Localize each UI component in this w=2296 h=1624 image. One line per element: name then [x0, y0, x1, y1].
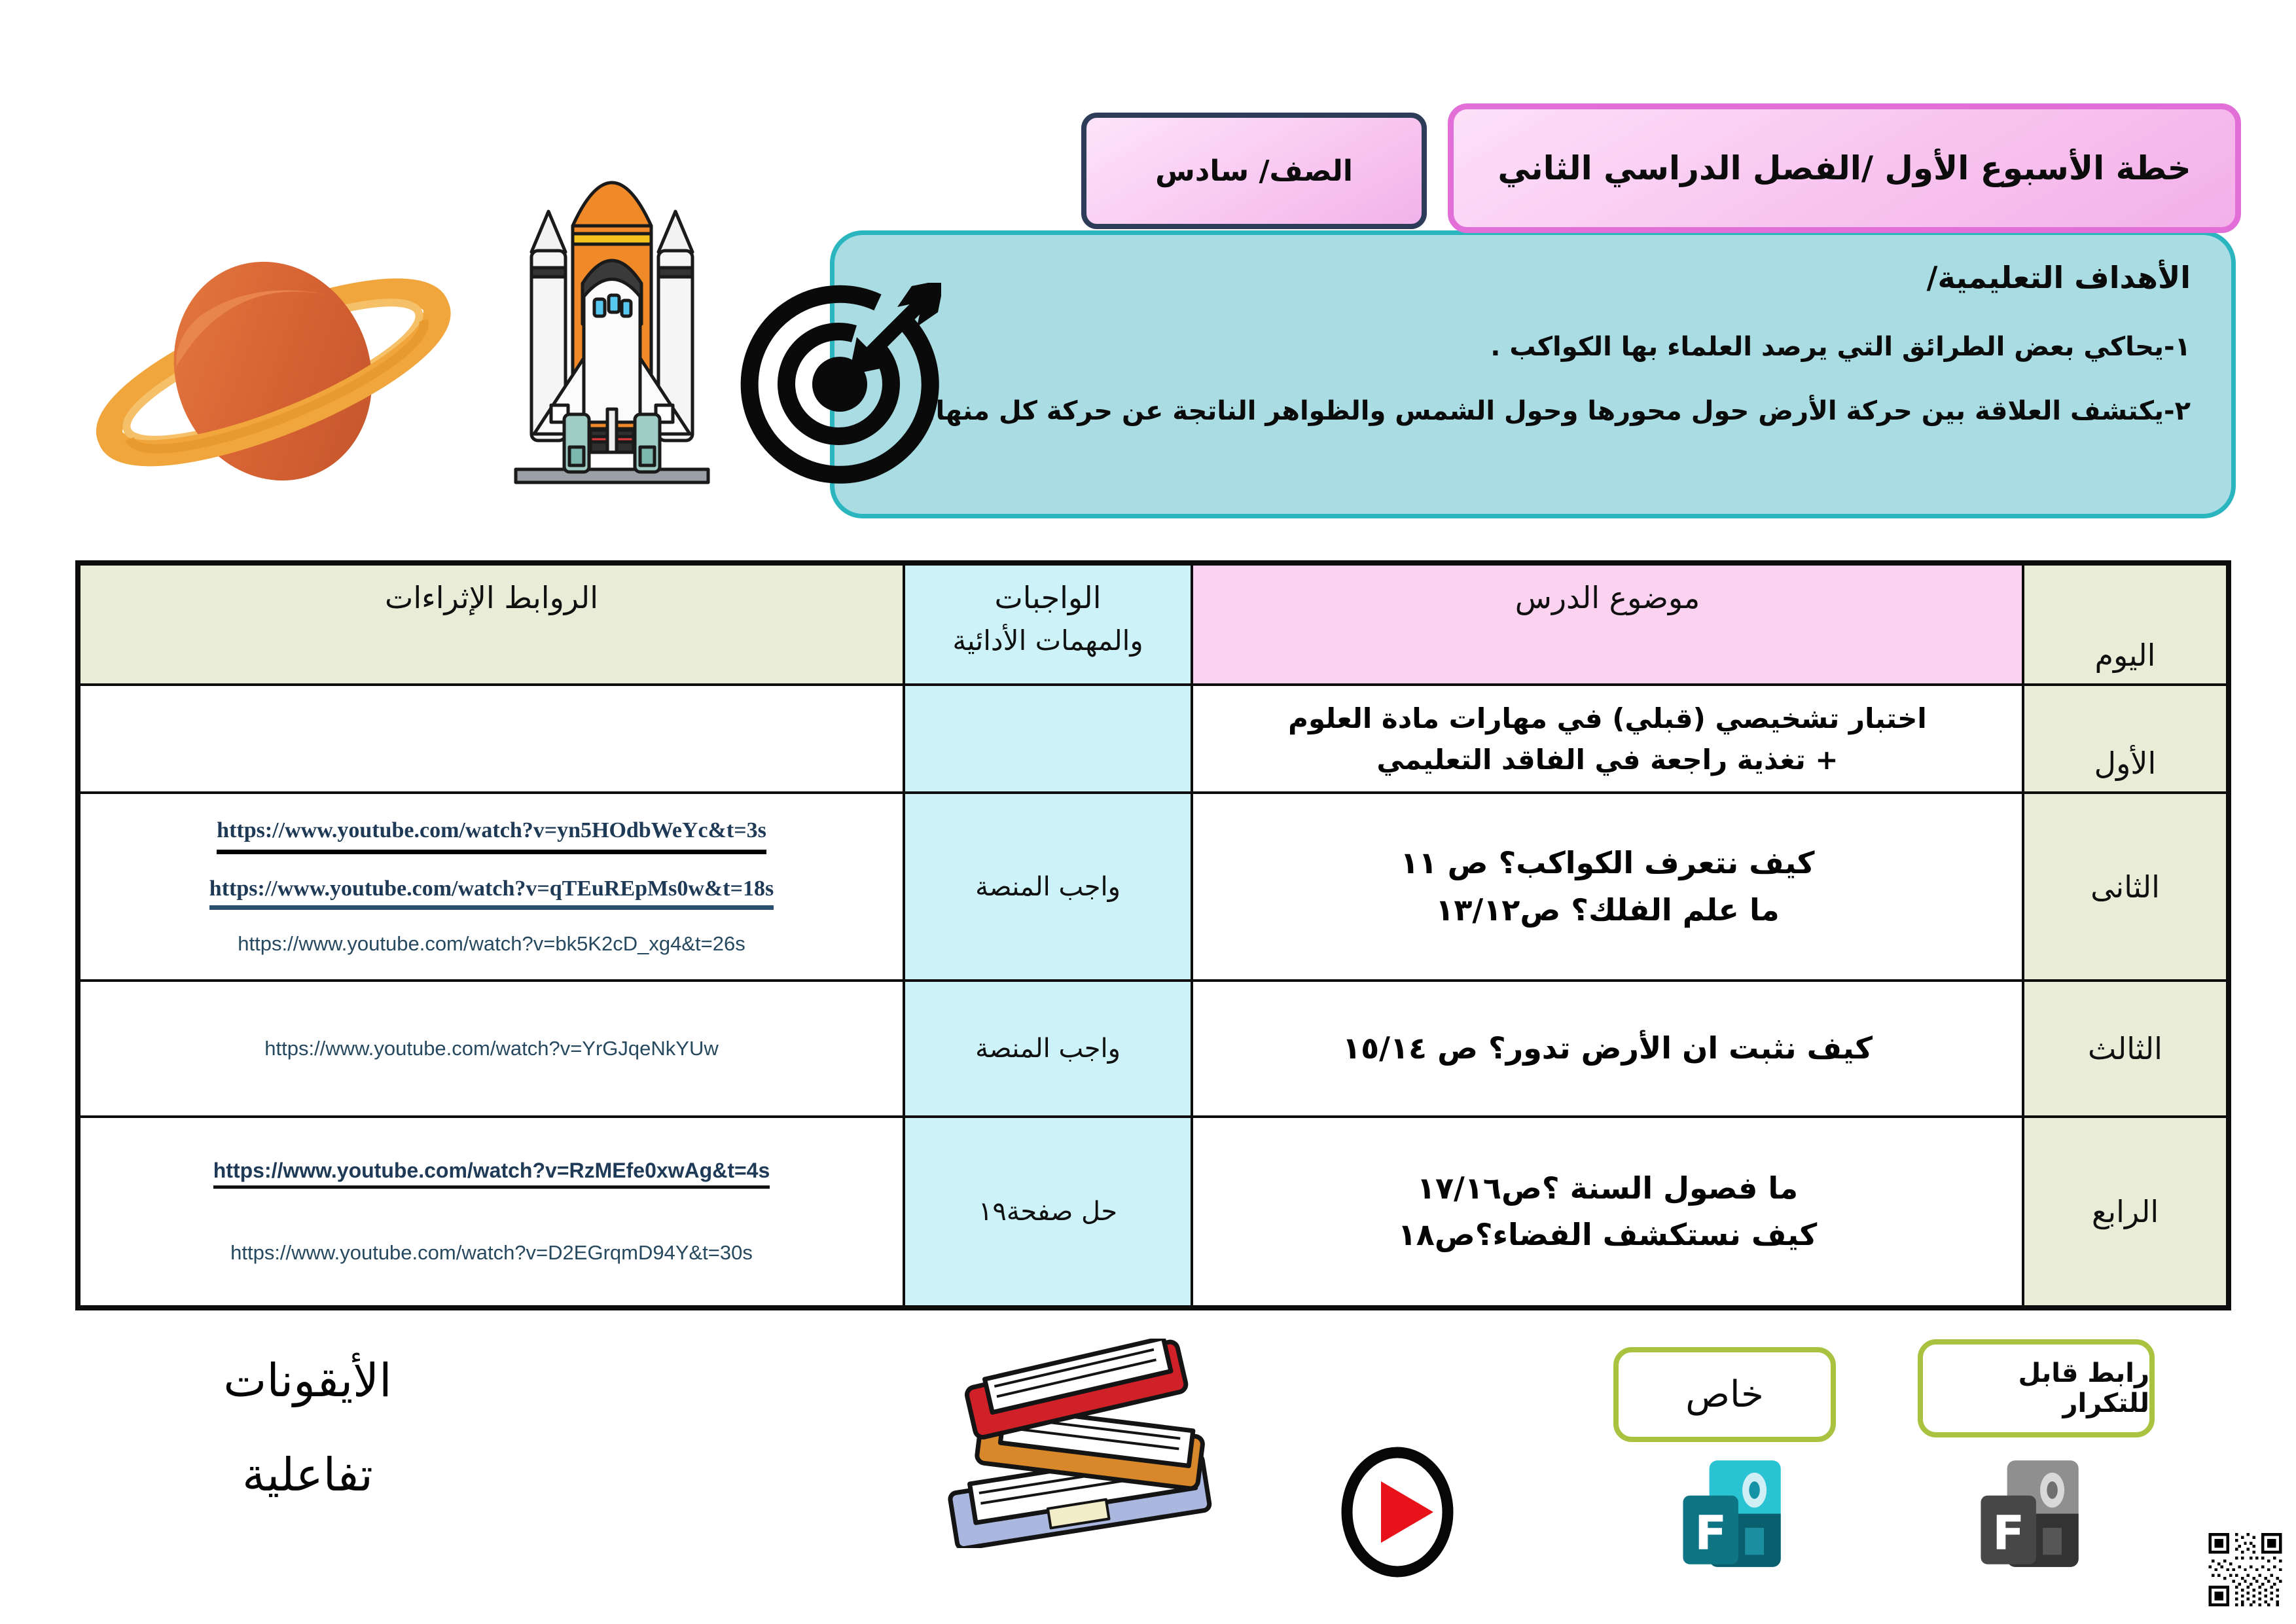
class-grade-box — [1081, 113, 1427, 229]
repeatable-link-label: رابط قابل للتكرار — [2018, 1358, 2149, 1418]
links-cell-day1 — [79, 685, 904, 793]
saturn-planet-icon — [75, 252, 471, 491]
header-day: اليوم — [2023, 564, 2227, 685]
target-dart-icon — [738, 283, 941, 486]
youtube-link[interactable]: https://www.youtube.com/watch?v=bk5K2cD_xg4&t=26s — [238, 931, 745, 955]
homework-cell-day4: حل صفحة١٩ — [904, 1117, 1192, 1307]
header-links: الروابط الإثراءات — [79, 564, 904, 685]
youtube-link[interactable]: https://www.youtube.com/watch?v=RzMEfe0xwAg&t=4s — [213, 1159, 770, 1189]
qr-code — [2204, 1533, 2286, 1606]
homework-cell-day1 — [904, 685, 1192, 793]
homework-cell-day3: واجب المنصة — [904, 981, 1192, 1117]
day-cell-3: الثالث — [2023, 981, 2227, 1117]
topic-cell-day2: كيف نتعرف الكواكب؟ ص ١١ ما علم الفلك؟ ص١٣/١٢ — [1192, 793, 2023, 981]
space-shuttle-icon — [491, 128, 733, 494]
homework-cell-day2: واجب المنصة — [904, 793, 1192, 981]
objective-item-2: ٢-يكتشف العلاقة بين حركة الأرض حول محورها وحول الشمس والظواهر الناتجة عن حركة كل منها. — [925, 396, 2191, 426]
topic-cell-day3: كيف نثبت ان الأرض تدور؟ ص ١٥/١٤ — [1192, 981, 2023, 1117]
day-cell-2: الثانى — [2023, 793, 2227, 981]
forms-icon-gray[interactable] — [1970, 1456, 2085, 1571]
forms-letter: F — [1992, 1506, 2025, 1561]
youtube-link[interactable]: https://www.youtube.com/watch?v=D2EGrqmD94Y&t=30s — [230, 1241, 753, 1264]
objective-item-1: ١-يحاكي بعض الطرائق التي يرصد العلماء بها الكواكب . — [1490, 332, 2191, 362]
header-topic: موضوع الدرس — [1192, 564, 2023, 685]
topic-cell-day4: ما فصول السنة ؟ص١٧/١٦ كيف نستكشف الفضاء؟ص١٨ — [1192, 1117, 2023, 1307]
links-cell-day3 — [79, 981, 904, 1117]
forms-icon-teal[interactable] — [1672, 1456, 1787, 1571]
weekly-schedule-table — [75, 560, 2231, 1310]
private-label: خاص — [1685, 1373, 1764, 1416]
interactive-icons-label-line1: الأيقونات — [223, 1354, 392, 1407]
play-button-icon[interactable] — [1335, 1443, 1460, 1581]
forms-letter: F — [1695, 1506, 1727, 1561]
links-cell-day4 — [79, 1117, 904, 1307]
objectives-title: الأهداف التعليمية/ — [1926, 260, 2191, 295]
repeatable-link-tag-box — [1918, 1339, 2155, 1437]
links-cell-day2 — [79, 793, 904, 981]
plan-title-label: خطة الأسبوع الأول /الفصل الدراسي الثاني — [1498, 149, 2191, 187]
topic-cell-day1: اختبار تشخيصي (قبلي) في مهارات مادة العلوم + تغذية راجعة في الفاقد التعليمي — [1192, 685, 2023, 793]
youtube-link[interactable]: https://www.youtube.com/watch?v=YrGJqeNkYUw — [264, 1037, 719, 1060]
objectives-panel — [830, 230, 2236, 518]
header-homework: الواجبات والمهمات الأدائية — [904, 564, 1192, 685]
private-tag-box — [1613, 1347, 1836, 1442]
youtube-link[interactable]: https://www.youtube.com/watch?v=yn5HOdbWeYc&t=3s — [217, 818, 766, 854]
day-cell-1: الأول — [2023, 685, 2227, 793]
plan-title-box — [1448, 103, 2241, 233]
day-cell-4: الرابع — [2023, 1117, 2227, 1307]
youtube-link[interactable]: https://www.youtube.com/watch?v=qTEuREpMs0w&t=18s — [209, 876, 774, 910]
books-stack-icon[interactable] — [916, 1339, 1250, 1548]
interactive-icons-label-line2: تفاعلية — [242, 1448, 373, 1502]
class-grade-label: الصف/ سادس — [1155, 154, 1353, 188]
